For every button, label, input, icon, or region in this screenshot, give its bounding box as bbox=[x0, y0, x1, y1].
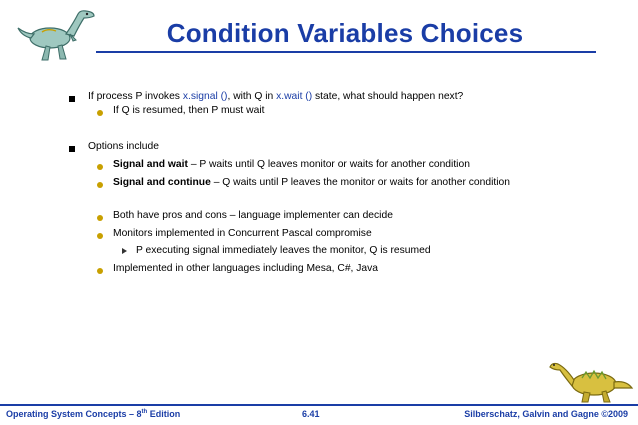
footer-book-title bbox=[6, 409, 180, 419]
round-bullet-icon bbox=[97, 164, 103, 170]
page-number: 6.41 bbox=[302, 409, 320, 419]
code-x-signal: x.signal () bbox=[182, 91, 228, 102]
bullet-options: Options include bbox=[88, 141, 159, 152]
footer-superscript: th bbox=[141, 409, 148, 415]
bullet-text: – P waits until Q leaves monitor or waits for another condition bbox=[187, 159, 470, 170]
footer-text: Operating System Concepts – 8 bbox=[6, 409, 142, 419]
footer-text: Edition bbox=[147, 409, 181, 419]
bullet-text: – Q waits until P leaves the monitor or waits for another condition bbox=[210, 177, 510, 188]
dinosaur-icon bbox=[548, 358, 634, 404]
subbullet-concurrent-pascal: Monitors implemented in Concurrent Pascal compromise bbox=[113, 228, 372, 239]
round-bullet-icon bbox=[97, 110, 103, 116]
round-bullet-icon bbox=[97, 268, 103, 274]
page-title: Condition Variables Choices bbox=[166, 18, 524, 48]
round-bullet-icon bbox=[97, 215, 103, 221]
subbullet-pros-cons: Both have pros and cons – language implementer can decide bbox=[113, 210, 393, 221]
round-bullet-icon bbox=[97, 182, 103, 188]
subbullet-signal-and-continue bbox=[113, 177, 510, 188]
footer-authors: Silberschatz, Galvin and Gagne ©2009 bbox=[464, 409, 628, 419]
bullet-text: state, what should happen next? bbox=[312, 91, 464, 102]
bullet-text: If process P invokes bbox=[88, 91, 183, 102]
code-x-wait: x.wait () bbox=[276, 91, 313, 102]
triangle-bullet-icon bbox=[122, 248, 127, 254]
bullet-signal-question bbox=[88, 91, 463, 102]
bullet-text: , with Q in bbox=[227, 91, 277, 102]
subsubbullet-p-leaves: P executing signal immediately leaves the monitor, Q is resumed bbox=[136, 245, 431, 256]
term-signal-and-wait: Signal and wait bbox=[113, 159, 188, 170]
term-signal-and-continue: Signal and continue bbox=[113, 177, 211, 188]
square-bullet-icon bbox=[69, 146, 75, 152]
dinosaur-icon bbox=[16, 4, 100, 64]
footer-divider bbox=[0, 404, 638, 406]
title-divider bbox=[96, 51, 596, 53]
round-bullet-icon bbox=[97, 233, 103, 239]
subbullet-other-languages: Implemented in other languages including Mesa, C#, Java bbox=[113, 263, 379, 274]
subbullet-signal-and-wait bbox=[113, 159, 470, 170]
square-bullet-icon bbox=[69, 96, 75, 102]
subbullet-q-resumed: If Q is resumed, then P must wait bbox=[113, 105, 265, 116]
